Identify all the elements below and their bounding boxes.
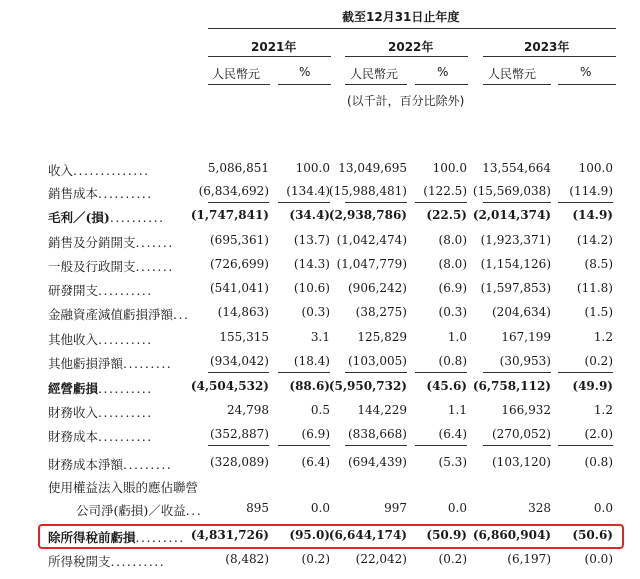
row-value: 5,086,851 <box>207 161 269 175</box>
row-label: 其他收入.......... <box>48 332 153 347</box>
row-value: (18.4) <box>293 354 330 368</box>
row-value: 1.2 <box>593 403 613 417</box>
leader-dots: .......... <box>98 405 153 420</box>
row-value: (6.9) <box>301 427 330 441</box>
leader-dots: ... <box>173 307 190 322</box>
row-label: 經營虧損.......... <box>48 381 153 396</box>
row-value: (1,047,779) <box>336 257 407 271</box>
leader-dots: .......... <box>110 554 166 569</box>
row-value: 328 <box>528 501 551 515</box>
row-value: (8.0) <box>438 233 467 247</box>
row-value: (8.0) <box>438 257 467 271</box>
leader-dots: .......... <box>98 332 153 347</box>
row-value: (906,242) <box>348 281 407 295</box>
sum-rule <box>483 445 551 446</box>
leader-dots: .......... <box>98 283 153 298</box>
row-value: (5.3) <box>438 455 467 469</box>
row-value: (2.0) <box>584 427 613 441</box>
leader-dots: ... <box>185 503 203 518</box>
row-label: 研發開支.......... <box>48 283 153 298</box>
row-label: 財務收入.......... <box>48 405 153 420</box>
row-value: (122.5) <box>423 184 467 198</box>
row-label: 收入.............. <box>48 163 150 178</box>
sum-rule <box>278 372 330 373</box>
row-value: (328,089) <box>210 455 269 469</box>
row-value: (11.8) <box>576 281 613 295</box>
year-2023: 2023年 <box>524 40 570 54</box>
row-label: 銷售成本.......... <box>48 186 153 201</box>
header-rule <box>208 28 616 29</box>
sub-rule-3 <box>345 84 407 85</box>
row-label: 使用權益法入賬的應佔聯營 <box>48 480 199 495</box>
row-value: (0.0) <box>584 552 613 566</box>
row-value: (2,938,786) <box>328 208 407 222</box>
row-value: (6.4) <box>301 455 330 469</box>
sum-rule <box>558 202 613 203</box>
row-value: (49.9) <box>572 379 613 393</box>
row-value: 155,315 <box>219 330 269 344</box>
sub-rule-5 <box>483 84 551 85</box>
row-value: (1,597,853) <box>480 281 551 295</box>
row-label: 除所得稅前虧損......... <box>48 530 185 545</box>
row-value: 13,049,695 <box>338 161 407 175</box>
row-value: (103,120) <box>492 455 551 469</box>
leader-dots: ....... <box>135 259 174 274</box>
row-value: 895 <box>246 501 269 515</box>
row-value: (6,197) <box>507 552 551 566</box>
row-value: (134.4) <box>286 184 330 198</box>
row-value: (114.9) <box>569 184 613 198</box>
leader-dots: .......... <box>98 429 153 444</box>
row-value: 167,199 <box>501 330 551 344</box>
row-value: (103,005) <box>348 354 407 368</box>
row-value: 125,829 <box>357 330 407 344</box>
sum-rule <box>208 202 269 203</box>
row-label: 銷售及分銷開支....... <box>48 235 174 250</box>
sub-rule-2 <box>278 84 331 85</box>
row-value: (6,758,112) <box>472 379 551 393</box>
row-value: (34.4) <box>289 208 330 222</box>
row-value: (38,275) <box>355 305 407 319</box>
row-value: (45.6) <box>426 379 467 393</box>
row-value: (30,953) <box>499 354 551 368</box>
period-title: 截至12月31日止年度 <box>342 10 460 24</box>
row-value: 997 <box>384 501 407 515</box>
row-value: (0.3) <box>438 305 467 319</box>
leader-dots: .......... <box>98 186 153 201</box>
sum-rule <box>558 372 613 373</box>
row-value: (6,644,174) <box>328 528 407 542</box>
row-value: (22,042) <box>355 552 407 566</box>
row-value: (8.5) <box>584 257 613 271</box>
year-rule-2023 <box>483 56 616 57</box>
year-rule-2022 <box>345 56 468 57</box>
sum-rule <box>415 445 467 446</box>
row-label: 財務成本.......... <box>48 429 153 444</box>
row-value: (95.0) <box>289 528 330 542</box>
row-value: 3.1 <box>310 330 330 344</box>
percent-label-2021: % <box>299 65 311 79</box>
sub-rule-4 <box>415 84 468 85</box>
sum-rule <box>345 202 407 203</box>
row-value: (0.8) <box>438 354 467 368</box>
percent-label-2023: % <box>580 65 592 79</box>
row-value: 100.0 <box>578 161 613 175</box>
row-value: (1,154,126) <box>480 257 551 271</box>
row-label: 金融資產減值虧損淨額... <box>48 307 190 322</box>
row-label: 財務成本淨額......... <box>48 457 173 472</box>
row-label: 毛利／(損).......... <box>48 210 165 225</box>
row-value: (4,831,726) <box>190 528 269 542</box>
row-value: (694,439) <box>348 455 407 469</box>
row-value: 24,798 <box>227 403 269 417</box>
row-value: (1,747,841) <box>190 208 269 222</box>
row-value: (838,668) <box>348 427 407 441</box>
row-value: (541,041) <box>210 281 269 295</box>
year-2021: 2021年 <box>251 40 297 54</box>
row-value: 1.0 <box>447 330 467 344</box>
row-label: 所得稅開支.......... <box>48 554 166 569</box>
sum-rule <box>208 372 269 373</box>
year-2022: 2022年 <box>388 40 434 54</box>
row-value: (50.6) <box>572 528 613 542</box>
leader-dots: .......... <box>109 210 165 225</box>
leader-dots: .......... <box>98 381 153 396</box>
row-label: 一般及行政開支....... <box>48 259 174 274</box>
row-value: (50.9) <box>426 528 467 542</box>
sum-rule <box>558 445 613 446</box>
sum-rule <box>345 445 407 446</box>
row-value: 1.1 <box>447 403 467 417</box>
row-value: (204,634) <box>492 305 551 319</box>
sum-rule <box>483 202 551 203</box>
currency-label-2023: 人民幣元 <box>488 67 537 81</box>
row-value: 0.0 <box>310 501 330 515</box>
row-value: (1,923,371) <box>480 233 551 247</box>
row-value: (0.2) <box>584 354 613 368</box>
sum-rule <box>415 372 467 373</box>
unit-note: (以千計，百分比除外) <box>347 94 465 108</box>
sum-rule <box>483 372 551 373</box>
row-value: (15,988,481) <box>328 184 407 198</box>
row-value: (0.2) <box>301 552 330 566</box>
row-value: 100.0 <box>432 161 467 175</box>
currency-label-2021: 人民幣元 <box>212 67 261 81</box>
row-value: (0.3) <box>301 305 330 319</box>
sum-rule <box>208 445 269 446</box>
row-value: (0.2) <box>438 552 467 566</box>
row-value: (14.9) <box>572 208 613 222</box>
row-value: (14.2) <box>576 233 613 247</box>
sum-rule <box>278 445 330 446</box>
row-value: (5,950,732) <box>328 379 407 393</box>
leader-dots: ......... <box>123 457 173 472</box>
row-value: 100.0 <box>295 161 330 175</box>
row-label: 公司淨(虧損)／收益... <box>76 503 203 518</box>
row-value: (6.4) <box>438 427 467 441</box>
row-value: (6,860,904) <box>472 528 551 542</box>
row-value: 166,932 <box>501 403 551 417</box>
row-value: (6.9) <box>438 281 467 295</box>
row-value: 13,554,664 <box>482 161 551 175</box>
leader-dots: ....... <box>135 235 174 250</box>
row-value: (6,834,692) <box>198 184 269 198</box>
row-value: (270,052) <box>492 427 551 441</box>
sum-rule <box>345 372 407 373</box>
row-value: (88.6) <box>289 379 330 393</box>
sub-rule-1 <box>208 84 270 85</box>
row-value: (10.6) <box>293 281 330 295</box>
percent-label-2022: % <box>437 65 449 79</box>
row-value: 1.2 <box>593 330 613 344</box>
currency-label-2022: 人民幣元 <box>350 67 399 81</box>
sum-rule <box>415 202 467 203</box>
row-value: (726,699) <box>210 257 269 271</box>
row-value: (14.3) <box>293 257 330 271</box>
row-value: (1.5) <box>584 305 613 319</box>
row-value: (4,504,532) <box>190 379 269 393</box>
row-value: (695,361) <box>210 233 269 247</box>
row-value: 0.0 <box>447 501 467 515</box>
row-value: 144,229 <box>357 403 407 417</box>
row-value: (8,482) <box>225 552 269 566</box>
row-value: (934,042) <box>210 354 269 368</box>
row-value: (22.5) <box>426 208 467 222</box>
row-value: 0.0 <box>593 501 613 515</box>
row-value: (1,042,474) <box>336 233 407 247</box>
leader-dots: ......... <box>123 356 173 371</box>
row-value: (0.8) <box>584 455 613 469</box>
row-value: 0.5 <box>310 403 330 417</box>
row-value: (14,863) <box>217 305 269 319</box>
sub-rule-6 <box>558 84 616 85</box>
sum-rule <box>278 202 330 203</box>
row-value: (2,014,374) <box>472 208 551 222</box>
row-value: (352,887) <box>210 427 269 441</box>
row-value: (13.7) <box>293 233 330 247</box>
row-value: (15,569,038) <box>472 184 551 198</box>
leader-dots: .............. <box>73 163 150 178</box>
year-rule-2021 <box>208 56 331 57</box>
row-label: 其他虧損淨額......... <box>48 356 173 371</box>
leader-dots: ......... <box>135 530 185 545</box>
